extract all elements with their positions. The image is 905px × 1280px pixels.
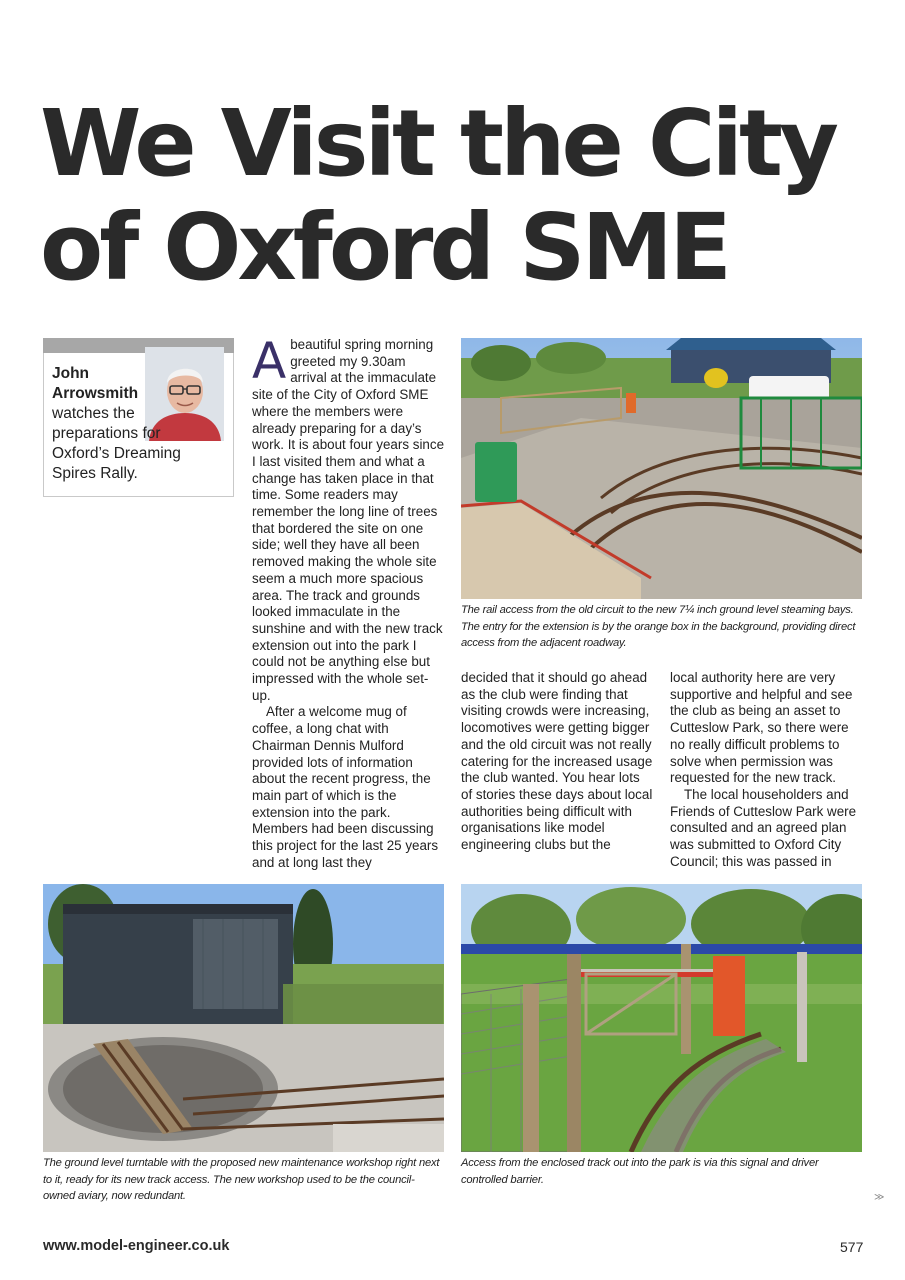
article-paragraph-2-part-2: decided that it should go ahead as the club were finding that visiting crowds were increasing, locomotives were getting bigger and the old circuit was not really catering for the increased usage the club wanted. You hear lots of stories these days about local authorities being difficult with organisations like model engineering clubs but the	[461, 670, 653, 853]
article-paragraph-2-part-1: After a welcome mug of coffee, a long chat with Chairman Dennis Mulford provided lots of information about the recent progress, the main part of which is the extension into the park. Members had been discussing this project for the last 25 years and at long last they	[252, 704, 439, 870]
byline-author: John Arrowsmith	[52, 365, 139, 402]
article-column-3	[670, 670, 863, 870]
byline	[52, 364, 181, 484]
byline-description: watches the preparations for Oxford’s Dreaming Spires Rally.	[52, 405, 181, 482]
photo-turntable	[43, 884, 444, 1152]
caption-photo-2: The ground level turntable with the proposed new maintenance workshop right next to it, ready for its new track access. The new workshop used to be the council-owned aviary, now redundant.	[43, 1157, 440, 1202]
drop-cap: A	[252, 332, 287, 390]
article-paragraph-1: beautiful spring morning greeted my 9.30am arrival at the immaculate site of the City of Oxford SME where the members were already preparing for a day’s work. It is about four years since I last visited them and what a change has taken place in that time. Some readers may remember the long line of trees that bordered the site on one side; well they have all been removed making the whole site seem a much more spacious area. The track and grounds looked immaculate in the sunshine and with the new track extension out into the park I could not be anything else but impressed with the whole set-up.	[252, 337, 445, 703]
photo-signal-barrier	[461, 884, 862, 1152]
next-page-icon: ≫	[874, 1192, 885, 1203]
article-column-1	[252, 332, 445, 872]
article-paragraph-3: The local householders and Friends of Cutteslow Park were consulted and an agreed plan was submitted to Oxford City Council; this was passed in	[670, 786, 857, 869]
article-headline	[40, 92, 870, 300]
footer-website: www.model-engineer.co.uk	[43, 1238, 230, 1254]
headline-line-2: of Oxford SME	[40, 194, 728, 301]
headline-line-1: We Visit the City	[40, 90, 835, 197]
photo-steaming-bays	[461, 338, 862, 599]
article-column-2	[461, 670, 654, 854]
caption-photo-1: The rail access from the old circuit to the new 7¼ inch ground level steaming bays. The entry for the extension is by the orange box in the background, providing direct access from the adjacent roadway.	[461, 604, 856, 649]
page-number: 577	[840, 1239, 864, 1255]
caption-photo-3: Access from the enclosed track out into the park is via this signal and driver controlled barrier.	[461, 1157, 819, 1186]
article-paragraph-2-part-3: local authority here are very supportive and helpful and see the club as being an asset to Cutteslow Park, so there were no really difficult problems to solve when permission was requested for the new track.	[670, 670, 853, 786]
